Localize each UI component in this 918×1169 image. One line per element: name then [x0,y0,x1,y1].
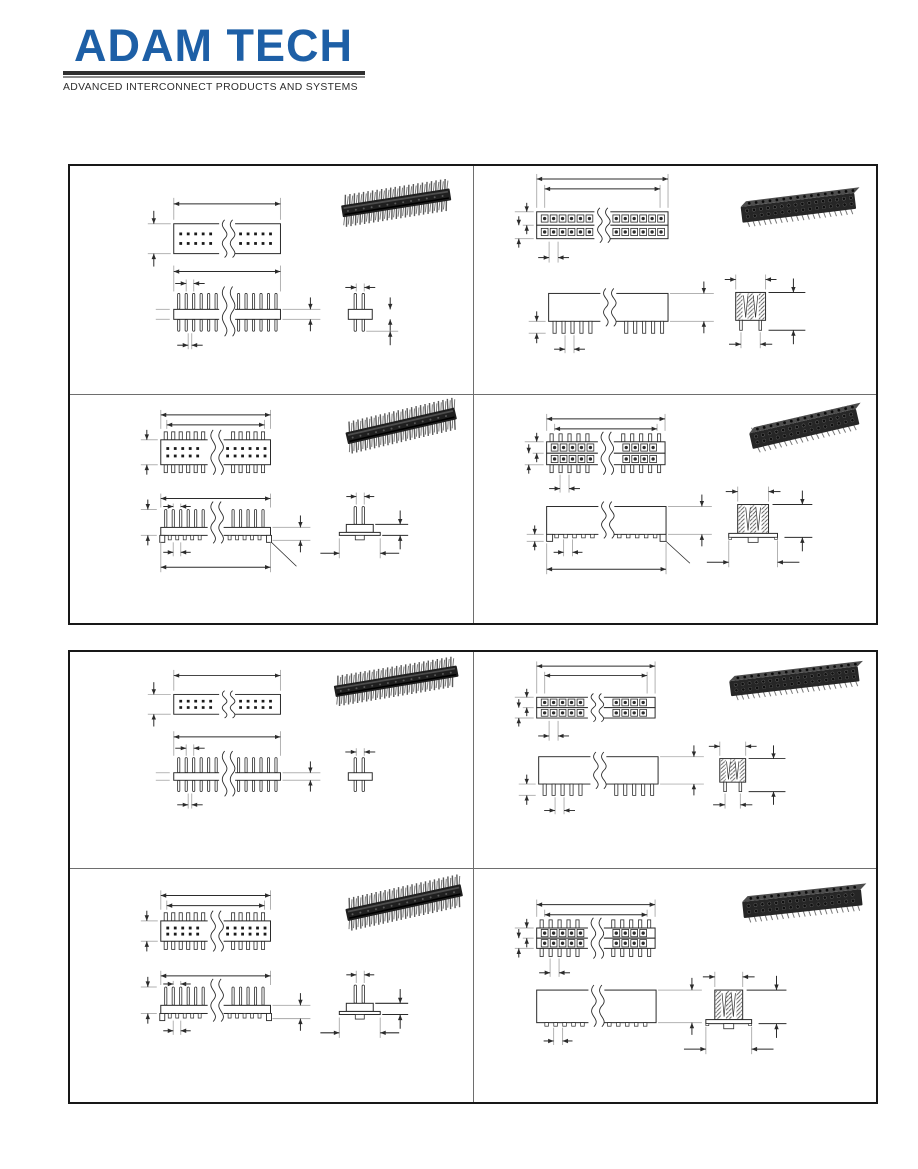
female-socket-photo [729,661,866,701]
figure-female-socket-through-hole [474,166,876,395]
top-view [141,890,271,951]
technical-drawing [70,395,473,623]
top-view [148,670,281,727]
side-view [537,978,702,1045]
top-view [525,414,665,493]
side-view [529,281,714,353]
technical-drawing [70,652,473,868]
figure-pin-header-through-hole-2 [70,652,474,869]
top-view [148,198,281,267]
figure-female-socket-smt [474,395,876,623]
logo-underline-light [63,76,365,78]
male-pin-header-photo [343,397,462,454]
technical-drawing [474,869,876,1102]
side-view [156,266,321,350]
technical-drawing [70,166,473,394]
brand-tagline: ADVANCED INTERCONNECT PRODUCTS AND SYSTEMS [63,82,358,94]
top-view [515,661,655,740]
side-view [141,971,311,1035]
figure-female-socket-through-hole-2 [474,652,876,869]
panel-1 [68,164,878,625]
side-view [141,494,311,573]
figure-pin-header-smt-2 [70,869,474,1102]
male-pin-header-photo [339,179,453,228]
technical-drawing [474,652,876,868]
female-socket-photo [748,403,866,454]
end-view [709,742,786,809]
male-pin-header-photo [332,656,461,706]
technical-drawing [70,869,473,1102]
top-view [141,410,271,475]
end-view [684,972,786,1054]
logo-underline-dark [63,71,365,75]
side-view [156,731,321,808]
figure-pin-header-smt [70,395,474,623]
side-view [527,495,712,575]
female-socket-photo [740,187,863,227]
end-view [707,487,812,568]
top-view [515,900,655,977]
male-pin-header-photo [343,874,466,931]
side-view [519,745,704,814]
top-view [515,174,668,263]
end-view [725,275,806,349]
technical-drawing [474,166,876,394]
female-socket-photo [742,883,869,923]
end-view [345,283,398,345]
brand-name: ADAM TECH [74,20,353,71]
end-view [345,748,375,791]
brand-logo [63,22,365,93]
logo-underline [63,71,365,78]
end-view [320,971,408,1038]
technical-drawing [474,395,876,623]
panel-2 [68,650,878,1104]
end-view [320,493,408,559]
figure-pin-header-through-hole [70,166,474,395]
figure-female-socket-smt-2 [474,869,876,1102]
